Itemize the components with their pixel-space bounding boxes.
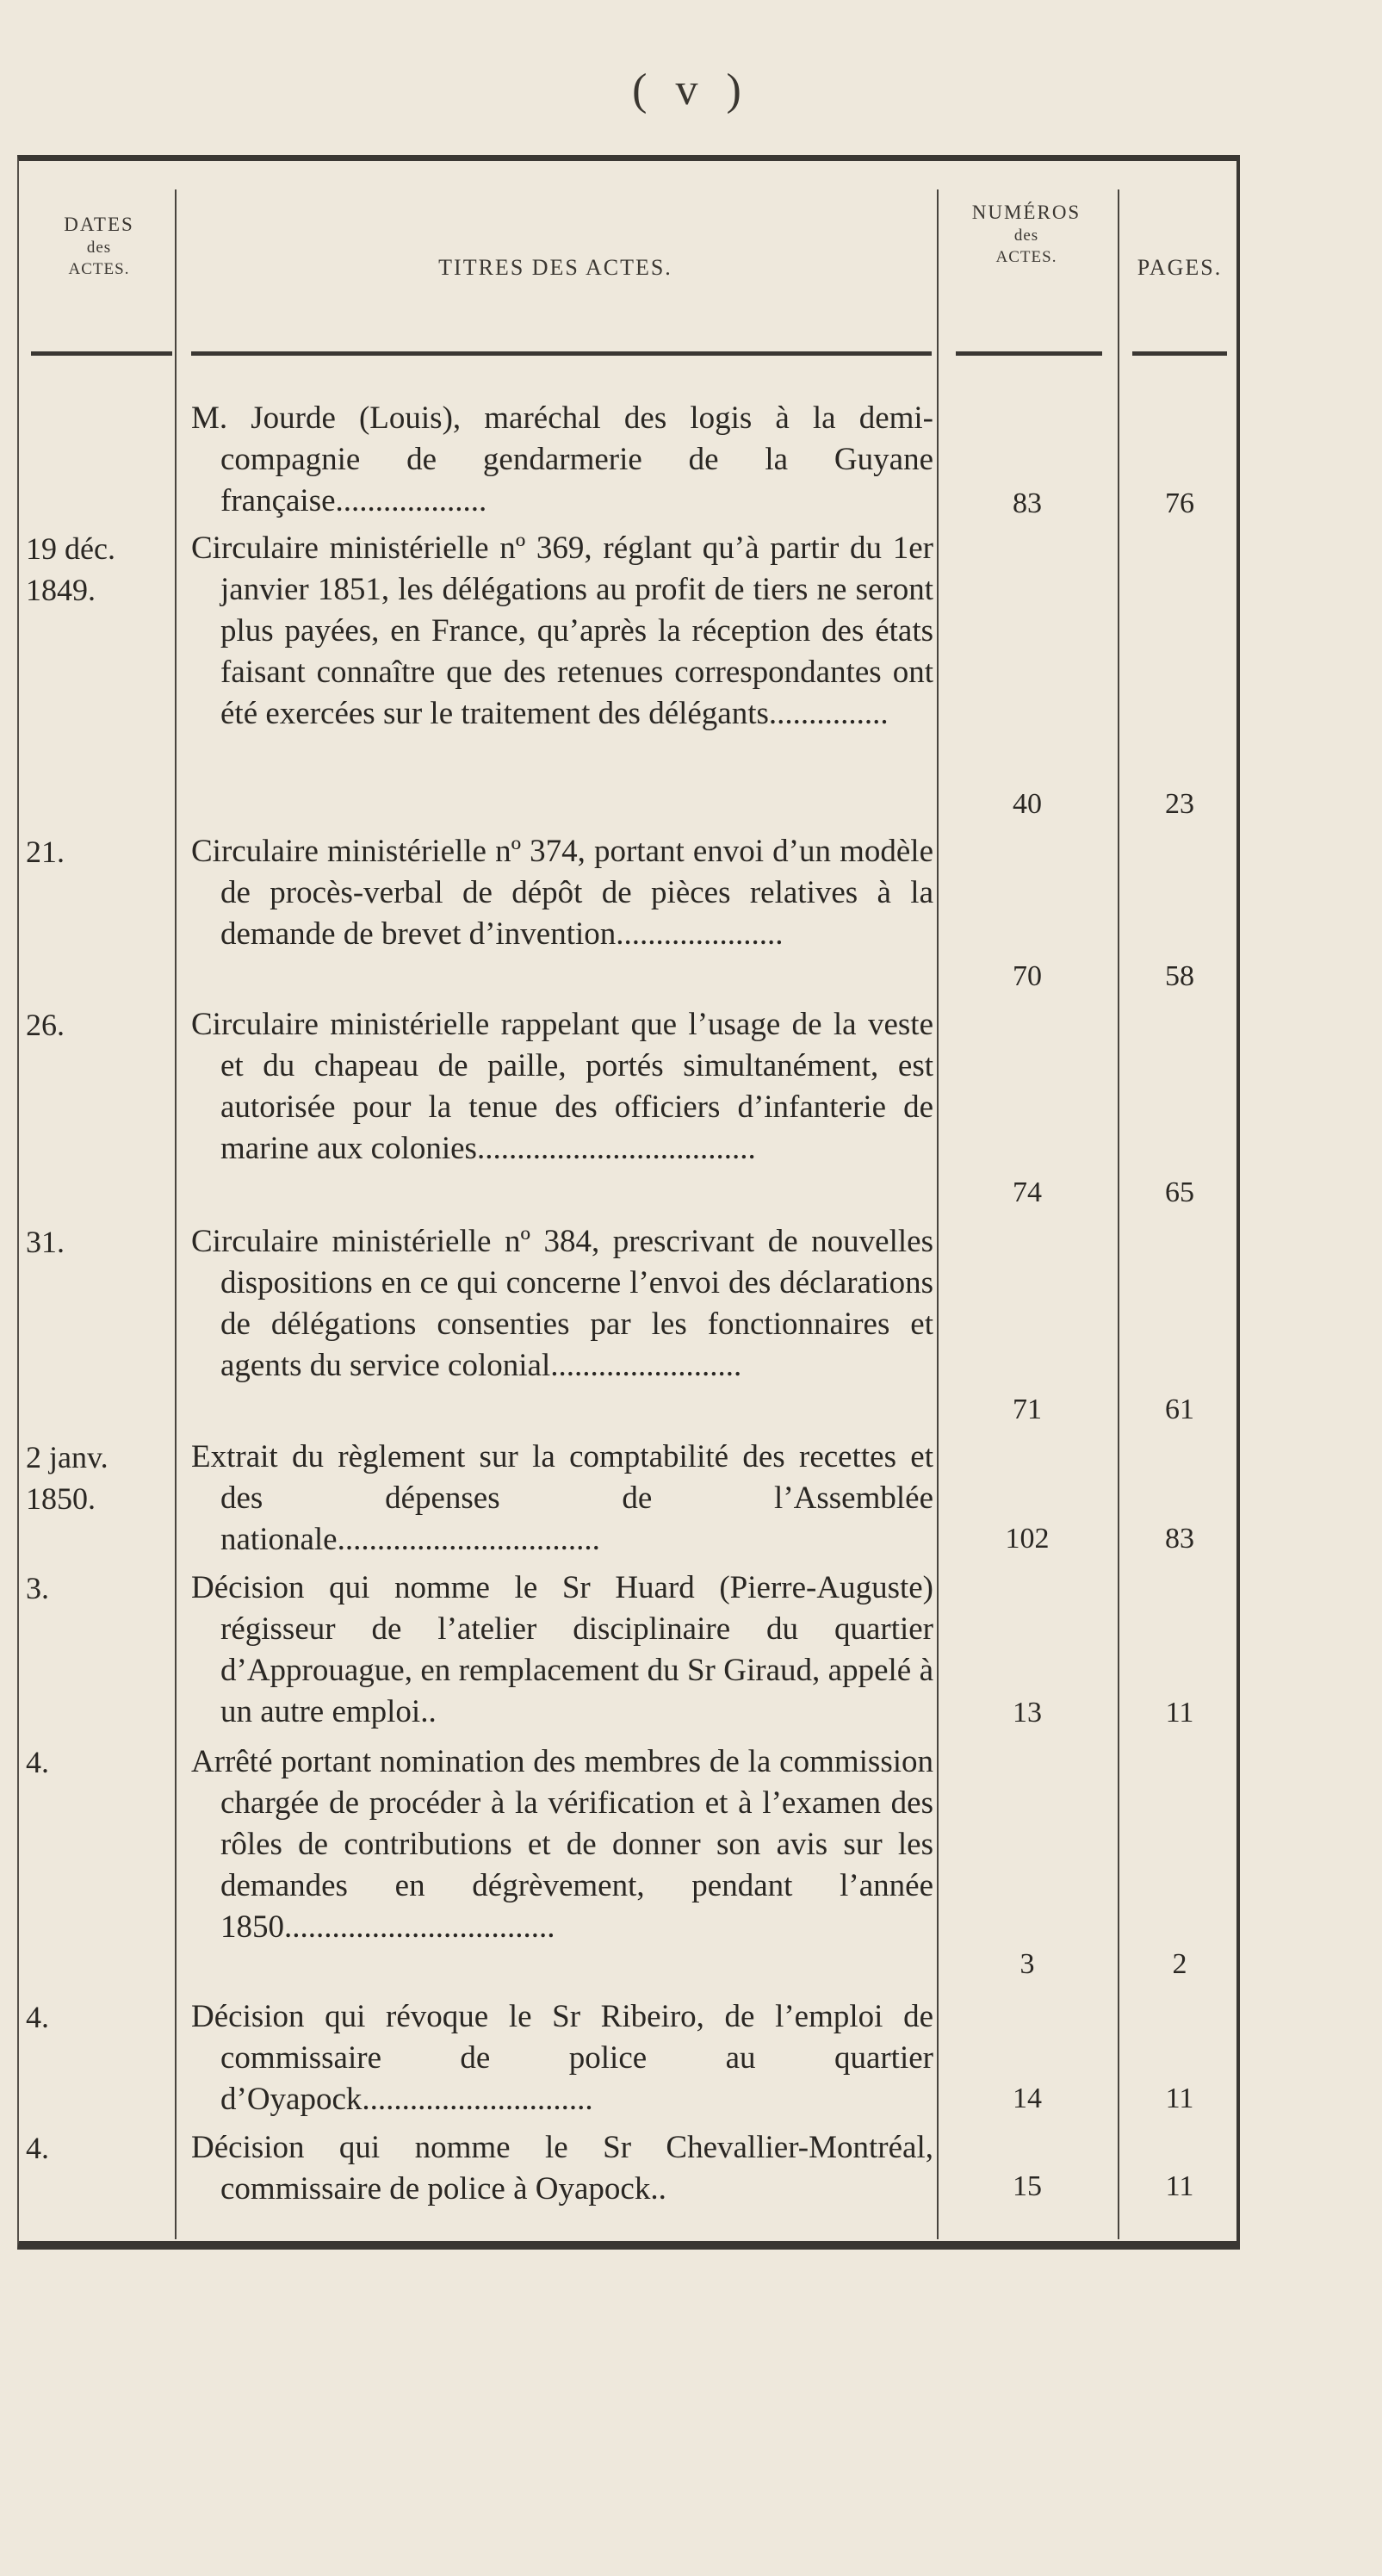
act-date: 3. xyxy=(26,1571,49,1605)
act-page: 11 xyxy=(1165,1697,1194,1729)
act-title: Décision qui révoque le Sr Ribeiro, de l’emploi de commissaire de police au quartier d’Oyapock............................. xyxy=(191,1999,933,2117)
act-number: 15 xyxy=(1013,2170,1042,2202)
act-number: 13 xyxy=(1013,1697,1042,1729)
act-number: 83 xyxy=(1013,487,1042,519)
act-title: Circulaire ministérielle rappelant que l’usage de la veste et du chapeau de paille, portés simultanément, est autorisée pour la tenue des officiers d’infanterie de marine aux colonies................................... xyxy=(191,1007,933,1166)
act-date: 19 déc. 1849. xyxy=(26,531,115,607)
act-page: 65 xyxy=(1165,1176,1194,1208)
act-date: 21. xyxy=(26,835,65,869)
act-title: Décision qui nomme le Sr Huard (Pierre-Auguste) régisseur de l’atelier disciplinaire du quartier d’Approuague, en remplacement du Sr Giraud, appelé à un autre emploi.. xyxy=(191,1570,933,1729)
header-dates-line2: des xyxy=(86,238,112,257)
act-page: 58 xyxy=(1165,960,1194,992)
act-date: 2 janv. 1850. xyxy=(26,1440,108,1516)
header-dates-line3: ACTES. xyxy=(68,259,130,278)
column-divider xyxy=(175,189,177,2239)
act-title: Circulaire ministérielle nº 369, réglant qu’à partir du 1er janvier 1851, les délégations au profit de tiers ne seront plus payées, en France, qu’après la réception des états faisant connaître que des retenues correspondantes ont été exercées sur le traitement des délégants............... xyxy=(191,531,933,731)
act-page: 83 xyxy=(1165,1523,1194,1555)
header-numbers xyxy=(940,200,1112,268)
act-page: 76 xyxy=(1165,487,1194,519)
header-pages: PAGES. xyxy=(1137,255,1223,280)
page-number: ( v ) xyxy=(632,65,750,115)
header-dates xyxy=(34,212,164,280)
header-numbers-line2: des xyxy=(1013,226,1039,245)
act-number: 40 xyxy=(1013,788,1042,820)
act-page: 2 xyxy=(1172,1948,1187,1980)
act-number: 70 xyxy=(1013,960,1042,992)
column-divider xyxy=(1118,189,1119,2239)
header-numbers-line3: ACTES. xyxy=(995,247,1057,266)
act-title: M. Jourde (Louis), maréchal des logis à la demi-compagnie de gendarmerie de la Guyane française................... xyxy=(191,400,933,518)
header-dates-line1: DATES xyxy=(64,214,134,235)
act-title: Arrêté portant nomination des membres de la commission chargée de procéder à la vérification et à l’examen des rôles de contributions et de donner son avis sur les demandes en dégrèvement, pendant l’année 1850.................................. xyxy=(191,1744,933,1945)
act-page: 11 xyxy=(1165,2083,1194,2114)
act-number: 102 xyxy=(1005,1523,1050,1555)
column-divider xyxy=(937,189,939,2239)
act-date: 31. xyxy=(26,1225,65,1259)
header-rule xyxy=(1132,351,1227,356)
act-date: 26. xyxy=(26,1008,65,1042)
act-number: 14 xyxy=(1013,2083,1042,2114)
act-number: 3 xyxy=(1019,1948,1035,1980)
header-rule xyxy=(31,351,172,356)
header-rule xyxy=(191,351,932,356)
act-title: Circulaire ministérielle nº 374, portant envoi d’un modèle de procès-verbal de dépôt de pièces relatives à la demande de brevet d’invention..................... xyxy=(191,834,933,952)
act-date: 4. xyxy=(26,2131,49,2165)
act-page: 11 xyxy=(1165,2170,1194,2202)
act-title: Décision qui nomme le Sr Chevallier-Montréal, commissaire de police à Oyapock.. xyxy=(191,2130,933,2207)
act-date: 4. xyxy=(26,1745,49,1779)
act-number: 74 xyxy=(1013,1176,1042,1208)
header-titles: TITRES DES ACTES. xyxy=(438,255,672,280)
act-page: 61 xyxy=(1165,1394,1194,1425)
act-title: Extrait du règlement sur la comptabilité des recettes et des dépenses de l’Assemblée nationale................................. xyxy=(191,1439,933,1557)
act-title: Circulaire ministérielle nº 384, prescrivant de nouvelles dispositions en ce qui concerne l’envoi des déclarations de délégations consenties par les fonctionnaires et agents du service colonial........................ xyxy=(191,1224,933,1383)
header-numbers-line1: NUMÉROS xyxy=(971,202,1081,223)
act-number: 71 xyxy=(1013,1394,1042,1425)
act-page: 23 xyxy=(1165,788,1194,820)
header-rule xyxy=(956,351,1102,356)
act-date: 4. xyxy=(26,2000,49,2034)
